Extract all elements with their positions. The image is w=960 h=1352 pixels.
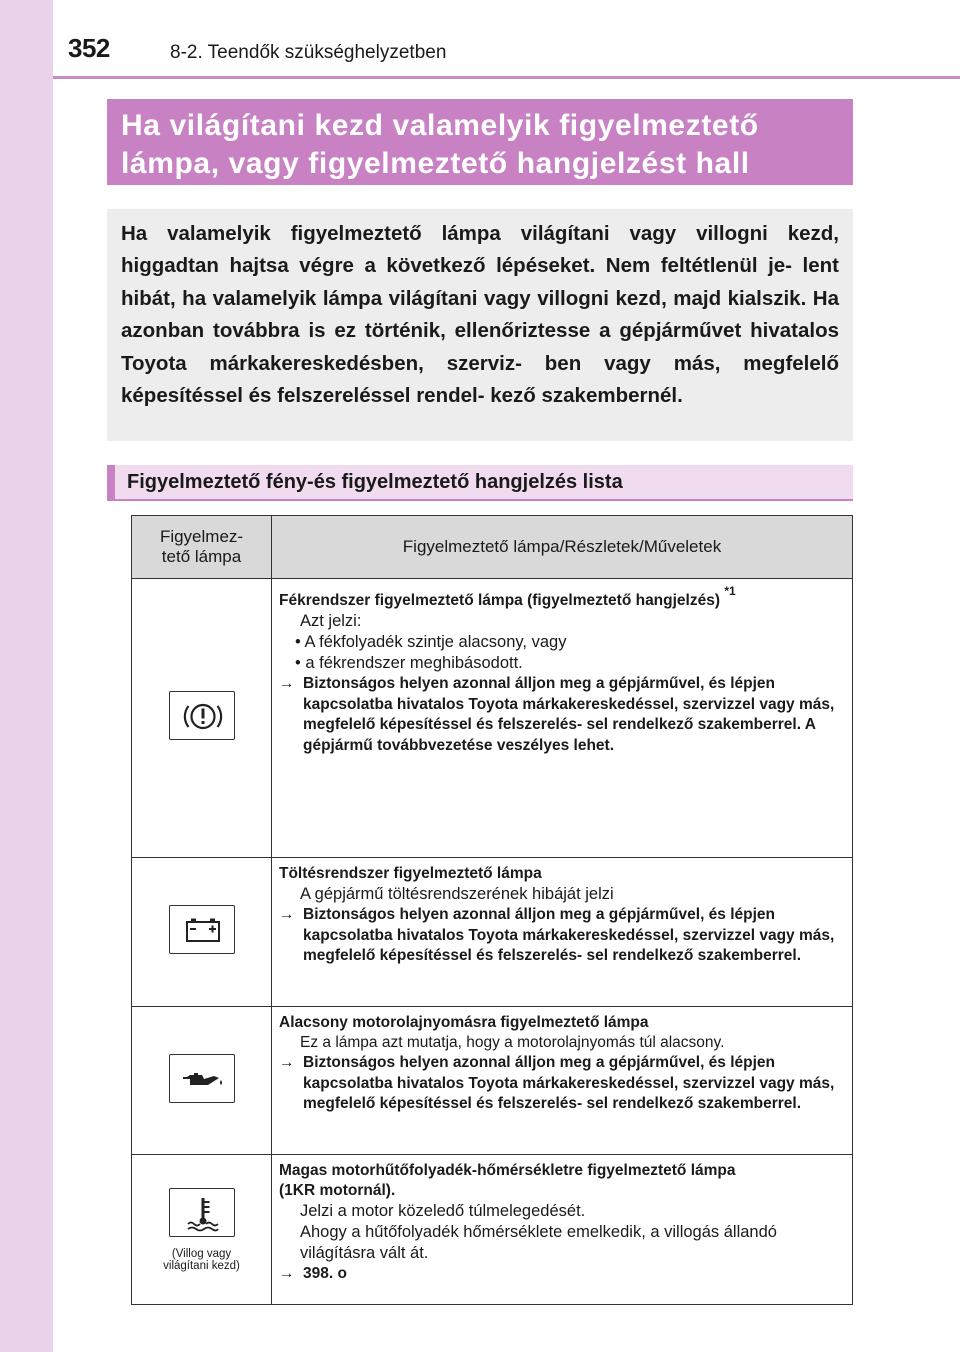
bullet-item: • A fékfolyadék szintje alacsony, vagy bbox=[295, 633, 567, 652]
icon-cell bbox=[132, 1007, 272, 1155]
details-cell bbox=[272, 1155, 853, 1305]
action-text: → Biztonságos helyen azonnal álljon meg a gépjárművel, és lépjen kapcsolatba hivatalos Toyota márkakereskedéssel, szervizzel vagy más, megfelelő képesítéssel és felszerelés- sel rendelkező szakemberrel. bbox=[279, 1054, 835, 1112]
table-row bbox=[132, 579, 853, 858]
page-reference[interactable]: → 398. o bbox=[279, 1264, 844, 1285]
icon-note: (Villog vagy világítani kezd) bbox=[163, 1247, 240, 1272]
row-title: Töltésrendszer figyelmeztető lámpa bbox=[279, 865, 542, 882]
action-text: → Biztonságos helyen azonnal álljon meg a gépjárművel, és lépjen kapcsolatba hivatalos Toyota márkakereskedéssel, szervizzel vagy más, megfelelő képesítéssel és felszerelés- sel rendelkező szakemberrel. A gépjármű továbbvezetése veszélyes lehet. bbox=[279, 675, 835, 754]
oil-pressure-icon bbox=[169, 1054, 235, 1103]
icon-cell bbox=[132, 579, 272, 858]
row-text: Jelzi a motor közeledő túlmelegedését. bbox=[300, 1202, 586, 1220]
row-text: Ahogy a hűtőfolyadék hőmérséklete emelkedik, a villogás állandó világításra vált át. bbox=[300, 1223, 777, 1262]
row-text: Ez a lámpa azt mutatja, hogy a motorolajnyomás túl alacsony. bbox=[300, 1034, 725, 1051]
header-details: Figyelmeztető lámpa/Részletek/Műveletek bbox=[272, 516, 853, 579]
action-text: → Biztonságos helyen azonnal álljon meg a gépjárművel, és lépjen kapcsolatba hivatalos Toyota márkakereskedéssel, szervizzel vagy más, megfelelő képesítéssel és felszerelés- sel rendelkező szakemberrel. bbox=[279, 906, 835, 964]
warning-lamp-table bbox=[131, 515, 853, 1305]
table-row bbox=[132, 858, 853, 1007]
chapter-title-band bbox=[107, 99, 853, 185]
list-subheading bbox=[107, 465, 853, 501]
arrow-icon: → bbox=[279, 906, 295, 923]
arrow-icon: → bbox=[279, 1054, 295, 1071]
footnote-marker: *1 bbox=[724, 584, 736, 598]
page-number: 352 bbox=[68, 33, 110, 63]
header-rule bbox=[53, 76, 960, 79]
subheading-text: Figyelmeztető fény-és figyelmeztető hangjelzés lista bbox=[127, 471, 623, 493]
row-title: Fékrendszer figyelmeztető lámpa (figyelmeztető hangjelzés) $^{*1}$ bbox=[279, 584, 736, 610]
side-margin-stripe bbox=[0, 0, 53, 1352]
intro-box bbox=[107, 209, 853, 441]
subheading-accent-bar bbox=[107, 465, 115, 499]
table-header-row bbox=[132, 516, 853, 579]
details-cell bbox=[272, 1007, 853, 1155]
row-title: Alacsony motorolajnyomásra figyelmeztető lámpa bbox=[279, 1014, 649, 1031]
brake-warning-icon bbox=[169, 691, 235, 740]
table-row bbox=[132, 1007, 853, 1155]
title-line-1: Ha világítani kezd valamelyik figyelmeztető bbox=[121, 109, 759, 142]
coolant-temperature-icon bbox=[169, 1188, 235, 1237]
bullet-item: • a fékrendszer meghibásodott. bbox=[295, 654, 523, 673]
arrow-icon: → bbox=[279, 1265, 295, 1282]
details-cell bbox=[272, 579, 853, 858]
row-text: A gépjármű töltésrendszerének hibáját jelzi bbox=[300, 885, 614, 903]
details-cell bbox=[272, 858, 853, 1007]
icon-cell bbox=[132, 1155, 272, 1305]
table-row bbox=[132, 1155, 853, 1305]
section-title: 8-2. Teendők szükséghelyzetben bbox=[170, 42, 447, 63]
battery-icon bbox=[169, 905, 235, 954]
intro-text: Ha valamelyik figyelmeztető lámpa világítani vagy villogni kezd, higgadtan hajtsa végre a következő lépéseket. Nem feltétlenül je- lent hibát, ha valamelyik lámpa világítani vagy villogni kezd, majd kialszik. Ha azonban továbbra is ez történik, ellenőriztesse a gépjárművet hivatalos Toyota márkakereskedésben, szerviz- ben vagy más, megfelelő képesítéssel és felszereléssel rendel- kező szakembernél. bbox=[121, 222, 839, 408]
arrow-icon: → bbox=[279, 675, 295, 693]
header-lamp: Figyelmez- tető lámpa bbox=[132, 516, 272, 579]
icon-cell bbox=[132, 858, 272, 1007]
row-title: Magas motorhűtőfolyadék-hőmérsékletre figyelmeztető lámpa (1KR motornál). bbox=[279, 1162, 736, 1199]
title-line-2: lámpa, vagy figyelmeztető hangjelzést hall bbox=[121, 147, 750, 180]
row-intro: Azt jelzi: bbox=[300, 612, 362, 631]
